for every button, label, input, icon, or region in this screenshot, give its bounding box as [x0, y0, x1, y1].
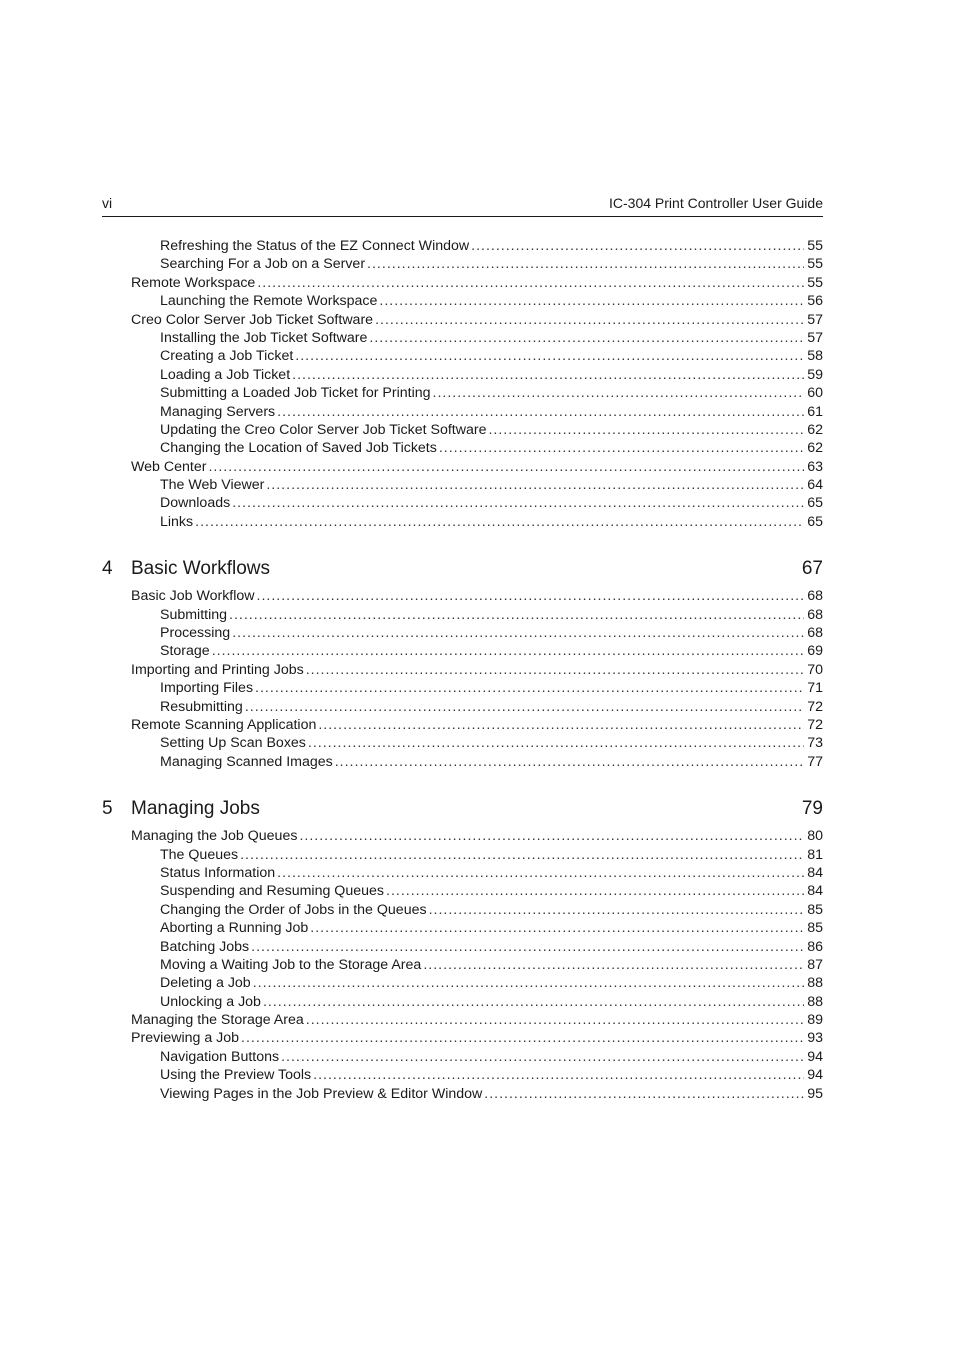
dot-leader [245, 698, 804, 716]
toc-entry-page-number: 94 [807, 1067, 823, 1084]
toc-entry[interactable] [102, 661, 823, 679]
toc-entry-page-number: 57 [807, 329, 823, 346]
toc-entry[interactable] [102, 439, 823, 457]
toc-entry-title: Links [160, 513, 194, 530]
toc-entry-title: Processing [160, 625, 231, 642]
toc-entry-title: The Queues [160, 846, 239, 863]
dot-leader [306, 661, 805, 679]
dot-leader [299, 827, 804, 845]
toc-entry[interactable] [102, 974, 823, 992]
dot-leader [208, 458, 804, 476]
toc-entry-page-number: 81 [807, 846, 823, 863]
toc-entry-page-number: 63 [807, 458, 823, 475]
toc-entry-title: Using the Preview Tools [160, 1067, 312, 1084]
toc-entry-page-number: 84 [807, 864, 823, 881]
toc-entry[interactable] [102, 864, 823, 882]
dot-leader [433, 384, 805, 402]
dot-leader [240, 846, 804, 864]
toc-entry-page-number: 68 [807, 625, 823, 642]
dot-leader [379, 292, 804, 310]
toc-entry-page-number: 89 [807, 1012, 823, 1029]
toc-entry-page-number: 55 [807, 274, 823, 291]
chapter-heading[interactable] [102, 796, 823, 822]
toc-entry[interactable] [102, 938, 823, 956]
toc-entry-title: Importing Files [160, 680, 254, 697]
dot-leader [292, 366, 804, 384]
toc-entry[interactable] [102, 1085, 823, 1103]
dot-leader [277, 403, 804, 421]
toc-entry[interactable] [102, 274, 823, 292]
toc-entry[interactable] [102, 827, 823, 845]
toc-entry-title: Suspending and Resuming Queues [160, 883, 385, 900]
toc-entry[interactable] [102, 624, 823, 642]
toc-entry-page-number: 55 [807, 238, 823, 254]
toc-entry-page-number: 85 [807, 920, 823, 937]
toc-entry[interactable] [102, 347, 823, 365]
toc-entry-page-number: 71 [807, 680, 823, 697]
toc-entry-page-number: 77 [807, 753, 823, 770]
toc-entry-page-number: 59 [807, 366, 823, 383]
toc-entry[interactable] [102, 716, 823, 734]
toc-entry-page-number: 80 [807, 828, 823, 845]
toc-entry[interactable] [102, 679, 823, 697]
toc-entry[interactable] [102, 698, 823, 716]
toc-entry-title: Web Center [131, 458, 207, 475]
toc-entry-title: Downloads [160, 495, 231, 512]
toc-entry[interactable] [102, 458, 823, 476]
dot-leader [306, 1011, 804, 1029]
toc-entry[interactable] [102, 1066, 823, 1084]
toc-entry-page-number: 85 [807, 901, 823, 918]
chapter-heading[interactable] [102, 556, 823, 582]
dot-leader [313, 1066, 804, 1084]
dot-leader [255, 679, 804, 697]
toc-entry[interactable] [102, 1029, 823, 1047]
dot-leader [429, 901, 805, 919]
toc-entry-title: Remote Workspace [131, 274, 256, 291]
dot-leader [484, 1085, 804, 1103]
toc-entry-title: Launching the Remote Workspace [160, 293, 378, 310]
toc-entry[interactable] [102, 587, 823, 605]
toc-entry-page-number: 56 [807, 293, 823, 310]
dot-leader [318, 716, 804, 734]
toc-entry-page-number: 61 [807, 403, 823, 420]
toc-entry-page-number: 57 [807, 311, 823, 328]
toc-entry-title: Refreshing the Status of the EZ Connect Window [160, 238, 470, 254]
toc-entry-title: Submitting [160, 606, 228, 623]
chapter-title: Basic Workflows [131, 558, 271, 580]
dot-leader [439, 439, 804, 457]
toc-entry-page-number: 58 [807, 348, 823, 365]
dot-leader [232, 494, 804, 512]
dot-leader [257, 274, 804, 292]
dot-leader [308, 734, 804, 752]
toc-entry-page-number: 72 [807, 698, 823, 715]
dot-leader [195, 513, 804, 531]
toc-entry-page-number: 65 [807, 513, 823, 530]
guide-title: IC-304 Print Controller User Guide [609, 195, 823, 211]
toc-entry-title: Creo Color Server Job Ticket Software [131, 311, 374, 328]
toc-entry-title: Installing the Job Ticket Software [160, 329, 368, 346]
toc-entry-title: Status Information [160, 864, 276, 881]
toc-entry[interactable] [102, 237, 823, 255]
toc-entry-title: Importing and Printing Jobs [131, 661, 304, 678]
toc-entry[interactable] [102, 734, 823, 752]
toc-entry-title: Storage [160, 643, 210, 660]
toc-entry-page-number: 60 [807, 385, 823, 402]
toc-entry-page-number: 70 [807, 661, 823, 678]
toc-entry-title: Unlocking a Job [160, 993, 261, 1010]
dot-leader [367, 255, 804, 273]
toc-entry-title: Loading a Job Ticket [160, 366, 291, 383]
toc-entry-page-number: 62 [807, 440, 823, 457]
toc-entry-page-number: 55 [807, 256, 823, 273]
toc-entry[interactable] [102, 329, 823, 347]
toc-entry[interactable] [102, 384, 823, 402]
toc-entry[interactable] [102, 642, 823, 660]
page-number: vi [102, 195, 113, 211]
chapter-page-number: 67 [801, 558, 823, 580]
toc-entry-title: Updating the Creo Color Server Job Ticket Software [160, 421, 487, 438]
toc-entry-page-number: 84 [807, 883, 823, 900]
chapter-number: 5 [102, 798, 113, 820]
toc-entry[interactable] [102, 494, 823, 512]
dot-leader [263, 993, 804, 1011]
dot-leader [295, 347, 804, 365]
toc-entry[interactable] [102, 366, 823, 384]
toc-entry-page-number: 62 [807, 421, 823, 438]
dot-leader [253, 974, 805, 992]
table-of-contents [102, 237, 823, 1103]
toc-entry-title: Managing Servers [160, 403, 276, 420]
dot-leader [229, 606, 804, 624]
toc-entry-page-number: 69 [807, 643, 823, 660]
toc-entry-page-number: 93 [807, 1030, 823, 1047]
dot-leader [251, 938, 804, 956]
toc-entry[interactable] [102, 993, 823, 1011]
toc-entry-title: Changing the Order of Jobs in the Queues [160, 901, 427, 918]
toc-entry[interactable] [102, 1048, 823, 1066]
dot-leader [335, 753, 804, 771]
dot-leader [232, 624, 804, 642]
dot-leader [488, 421, 804, 439]
toc-entry-title: Viewing Pages in the Job Preview & Editor Window [160, 1085, 483, 1102]
toc-entry[interactable] [102, 476, 823, 494]
toc-entry-page-number: 88 [807, 975, 823, 992]
toc-entry[interactable] [102, 919, 823, 937]
toc-entry-page-number: 86 [807, 938, 823, 955]
toc-entry-title: Resubmitting [160, 698, 243, 715]
toc-entry[interactable] [102, 846, 823, 864]
toc-entry[interactable] [102, 606, 823, 624]
toc-entry[interactable] [102, 421, 823, 439]
toc-entry-title: Managing the Job Queues [131, 828, 298, 845]
chapter-page-number: 79 [801, 798, 823, 820]
toc-entry[interactable] [102, 311, 823, 329]
toc-entry-title: Navigation Buttons [160, 1048, 280, 1065]
chapter-number: 4 [102, 558, 113, 580]
dot-leader [212, 642, 805, 660]
dot-leader [375, 311, 804, 329]
toc-entry-page-number: 68 [807, 588, 823, 605]
toc-entry-title: Managing Scanned Images [160, 753, 333, 770]
dot-leader [369, 329, 804, 347]
toc-entry-title: The Web Viewer [160, 477, 265, 494]
toc-entry-page-number: 94 [807, 1048, 823, 1065]
toc-entry-title: Deleting a Job [160, 975, 251, 992]
toc-entry[interactable] [102, 255, 823, 273]
toc-entry-title: Creating a Job Ticket [160, 348, 294, 365]
toc-entry-page-number: 64 [807, 477, 823, 494]
toc-entry-title: Setting Up Scan Boxes [160, 735, 306, 752]
toc-entry-title: Moving a Waiting Job to the Storage Area [160, 956, 422, 973]
dot-leader [241, 1029, 804, 1047]
toc-entry-title: Basic Job Workflow [131, 588, 255, 605]
dot-leader [281, 1048, 804, 1066]
toc-entry[interactable] [102, 956, 823, 974]
toc-entry[interactable] [102, 513, 823, 531]
chapter-title: Managing Jobs [131, 798, 260, 820]
toc-entry-page-number: 65 [807, 495, 823, 512]
toc-entry-title: Searching For a Job on a Server [160, 256, 366, 273]
toc-entry[interactable] [102, 901, 823, 919]
toc-entry-title: Aborting a Running Job [160, 920, 309, 937]
dot-leader [257, 587, 805, 605]
toc-entry-page-number: 88 [807, 993, 823, 1010]
dot-leader [386, 882, 804, 900]
dot-leader [277, 864, 804, 882]
dot-leader [310, 919, 804, 937]
toc-entry[interactable] [102, 292, 823, 310]
toc-entry-page-number: 73 [807, 735, 823, 752]
toc-entry[interactable] [102, 1011, 823, 1029]
toc-entry-page-number: 72 [807, 716, 823, 733]
toc-entry-title: Previewing a Job [131, 1030, 240, 1047]
toc-entry-page-number: 87 [807, 956, 823, 973]
toc-entry-title: Batching Jobs [160, 938, 250, 955]
toc-entry-title: Managing the Storage Area [131, 1012, 304, 1029]
dot-leader [471, 237, 804, 255]
toc-entry-page-number: 68 [807, 606, 823, 623]
toc-entry[interactable] [102, 403, 823, 421]
toc-entry-title: Submitting a Loaded Job Ticket for Printing [160, 385, 431, 402]
toc-entry-page-number: 95 [807, 1085, 823, 1102]
toc-entry[interactable] [102, 753, 823, 771]
toc-entry[interactable] [102, 882, 823, 900]
toc-entry-title: Changing the Location of Saved Job Tickets [160, 440, 437, 457]
toc-entry-title: Remote Scanning Application [131, 716, 317, 733]
dot-leader [423, 956, 804, 974]
dot-leader [266, 476, 804, 494]
page-header [102, 194, 823, 217]
